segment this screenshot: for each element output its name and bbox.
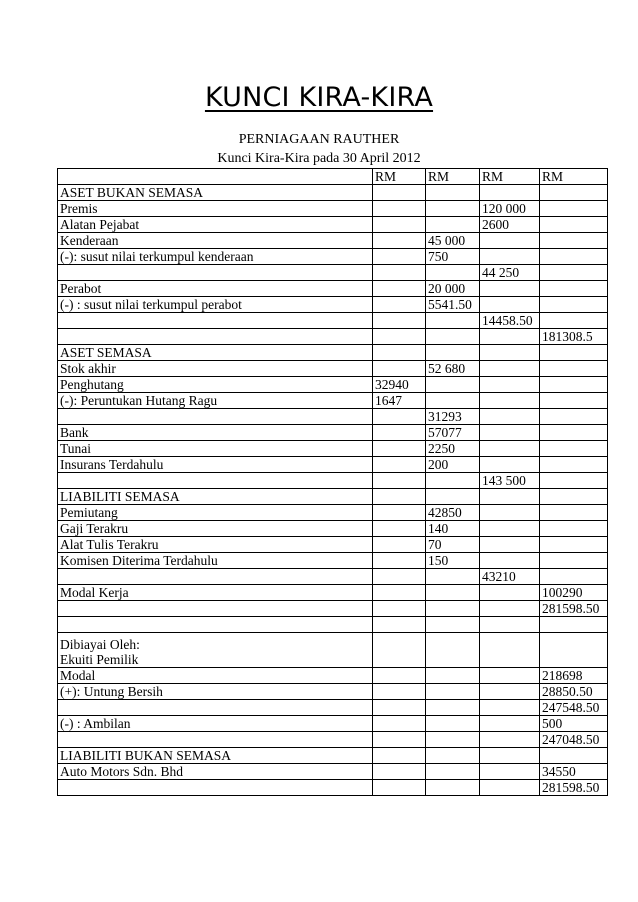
amount-cell [480,297,540,313]
amount-cell: 218698 [540,668,608,684]
amount-cell: 31293 [426,409,480,425]
table-row [58,521,608,537]
amount-cell [373,233,426,249]
amount-cell [426,732,480,748]
table-row [58,569,608,585]
amount-cell [480,377,540,393]
amount-cell [426,377,480,393]
row-label-cell [58,265,373,281]
amount-cell [480,780,540,796]
row-label-cell: Komisen Diterima Terdahulu [58,553,373,569]
table-row [58,633,608,668]
amount-cell: RM [540,169,608,185]
row-label-cell: Auto Motors Sdn. Bhd [58,764,373,780]
amount-cell [480,764,540,780]
table-row [58,585,608,601]
row-label-cell: Alatan Pejabat [58,217,373,233]
table-row [58,329,608,345]
amount-cell [540,393,608,409]
table-header-row [58,169,608,185]
amount-cell: RM [373,169,426,185]
amount-cell [373,329,426,345]
amount-cell [540,345,608,361]
amount-cell: 750 [426,249,480,265]
row-label-cell: Bank [58,425,373,441]
table-row [58,617,608,633]
amount-cell: 181308.5 [540,329,608,345]
amount-cell [540,249,608,265]
row-label-cell: (+): Untung Bersih [58,684,373,700]
amount-cell [426,329,480,345]
amount-cell [480,684,540,700]
amount-cell [373,281,426,297]
amount-cell: 500 [540,716,608,732]
table-row [58,441,608,457]
amount-cell [480,329,540,345]
amount-cell [373,700,426,716]
amount-cell [373,617,426,633]
amount-cell: 200 [426,457,480,473]
table-row [58,700,608,716]
row-label-cell [58,732,373,748]
table-row [58,780,608,796]
row-label-cell [58,473,373,489]
amount-cell [373,457,426,473]
row-label-cell: Modal Kerja [58,585,373,601]
amount-cell [426,217,480,233]
amount-cell [540,361,608,377]
amount-cell [373,265,426,281]
amount-cell [540,457,608,473]
row-label-cell [58,169,373,185]
amount-cell: 20 000 [426,281,480,297]
amount-cell [480,489,540,505]
amount-cell [480,537,540,553]
amount-cell [426,585,480,601]
row-label-cell [58,601,373,617]
amount-cell [540,633,608,668]
amount-cell [426,313,480,329]
amount-cell: 1647 [373,393,426,409]
row-label-cell: ASET BUKAN SEMASA [58,185,373,201]
row-label-cell: Tunai [58,441,373,457]
amount-cell: 43210 [480,569,540,585]
amount-cell [426,201,480,217]
amount-cell [373,425,426,441]
amount-cell [373,313,426,329]
amount-cell [373,489,426,505]
amount-cell: 247548.50 [540,700,608,716]
amount-cell [540,441,608,457]
amount-cell [480,748,540,764]
amount-cell [426,489,480,505]
amount-cell: 100290 [540,585,608,601]
amount-cell [426,569,480,585]
balance-sheet-table [57,168,608,796]
amount-cell: 57077 [426,425,480,441]
amount-cell [373,780,426,796]
table-row [58,249,608,265]
amount-cell [426,716,480,732]
amount-cell [480,457,540,473]
amount-cell [540,297,608,313]
amount-cell [480,617,540,633]
amount-cell [373,201,426,217]
amount-cell [540,489,608,505]
amount-cell [373,633,426,668]
amount-cell [480,441,540,457]
table-row [58,748,608,764]
amount-cell [426,185,480,201]
row-label-cell [58,700,373,716]
row-label-cell: Modal [58,668,373,684]
amount-cell [540,569,608,585]
row-label-cell: Kenderaan [58,233,373,249]
row-label-cell [58,617,373,633]
row-label-cell: Premis [58,201,373,217]
row-label-cell: Stok akhir [58,361,373,377]
amount-cell [540,377,608,393]
document-title: KUNCI KIRA-KIRA [204,82,434,113]
amount-cell: 70 [426,537,480,553]
row-label-cell [58,329,373,345]
row-label-cell: (-): Peruntukan Hutang Ragu [58,393,373,409]
amount-cell [480,668,540,684]
amount-cell [480,281,540,297]
table-row [58,716,608,732]
amount-cell [480,553,540,569]
amount-cell: 143 500 [480,473,540,489]
company-name: PERNIAGAAN RAUTHER [238,132,400,147]
amount-cell: 32940 [373,377,426,393]
amount-cell [480,716,540,732]
amount-cell [480,700,540,716]
amount-cell: 5541.50 [426,297,480,313]
amount-cell [480,249,540,265]
amount-cell: 150 [426,553,480,569]
amount-cell [426,393,480,409]
amount-cell [373,668,426,684]
amount-cell [373,473,426,489]
table-row [58,601,608,617]
amount-cell [426,265,480,281]
amount-cell [373,441,426,457]
amount-cell [426,633,480,668]
amount-cell [480,345,540,361]
row-label-cell: Pemiutang [58,505,373,521]
table-row [58,297,608,313]
amount-cell [480,425,540,441]
row-label-cell: Gaji Terakru [58,521,373,537]
amount-cell [373,585,426,601]
amount-cell [480,505,540,521]
amount-cell [540,201,608,217]
table-row [58,313,608,329]
amount-cell [426,780,480,796]
amount-cell [540,185,608,201]
table-row [58,668,608,684]
amount-cell [373,249,426,265]
amount-cell [540,521,608,537]
row-label-cell [58,780,373,796]
amount-cell: 140 [426,521,480,537]
amount-cell [373,345,426,361]
amount-cell [426,345,480,361]
table-row [58,764,608,780]
amount-cell: 45 000 [426,233,480,249]
amount-cell: 28850.50 [540,684,608,700]
amount-cell [540,537,608,553]
amount-cell [540,425,608,441]
amount-cell [426,668,480,684]
amount-cell [540,281,608,297]
row-label-cell: (-) : susut nilai terkumpul perabot [58,297,373,313]
amount-cell [540,553,608,569]
amount-cell [373,716,426,732]
row-label-cell: Insurans Terdahulu [58,457,373,473]
row-label-cell: LIABILITI BUKAN SEMASA [58,748,373,764]
row-label-cell: Dibiayai Oleh: Ekuiti Pemilik [58,633,373,668]
amount-cell [373,185,426,201]
amount-cell [540,233,608,249]
amount-cell [426,617,480,633]
amount-cell [373,217,426,233]
amount-cell [480,732,540,748]
amount-cell [373,748,426,764]
amount-cell: 44 250 [480,265,540,281]
amount-cell [426,748,480,764]
table-row [58,185,608,201]
amount-cell [480,233,540,249]
amount-cell [426,700,480,716]
amount-cell [373,601,426,617]
amount-cell [373,537,426,553]
table-row [58,265,608,281]
amount-cell [480,521,540,537]
row-label-cell [58,313,373,329]
amount-cell [426,684,480,700]
table-row [58,537,608,553]
table-row [58,505,608,521]
table-row [58,377,608,393]
amount-cell [480,601,540,617]
row-label-cell: Alat Tulis Terakru [58,537,373,553]
amount-cell: 42850 [426,505,480,521]
row-label-cell: Perabot [58,281,373,297]
table-row [58,409,608,425]
amount-cell [540,473,608,489]
table-row [58,425,608,441]
table-row [58,553,608,569]
amount-cell [373,409,426,425]
table-row [58,281,608,297]
row-label-cell [58,409,373,425]
table-row [58,473,608,489]
amount-cell: 52 680 [426,361,480,377]
amount-cell [373,521,426,537]
row-label-cell: ASET SEMASA [58,345,373,361]
amount-cell [373,505,426,521]
amount-cell [480,585,540,601]
amount-cell [373,297,426,313]
amount-cell [373,684,426,700]
balance-sheet-body [58,169,608,796]
statement-date-line: Kunci Kira-Kira pada 30 April 2012 [217,151,421,166]
amount-cell: RM [426,169,480,185]
amount-cell [480,185,540,201]
amount-cell: 2600 [480,217,540,233]
amount-cell [540,265,608,281]
table-row [58,489,608,505]
amount-cell [540,217,608,233]
amount-cell [426,601,480,617]
amount-cell [540,748,608,764]
amount-cell [373,732,426,748]
amount-cell [540,617,608,633]
table-row [58,217,608,233]
amount-cell [426,473,480,489]
amount-cell: 14458.50 [480,313,540,329]
table-row [58,732,608,748]
table-row [58,684,608,700]
amount-cell [480,361,540,377]
amount-cell [373,553,426,569]
amount-cell [426,764,480,780]
amount-cell: 34550 [540,764,608,780]
amount-cell: 281598.50 [540,601,608,617]
amount-cell [540,505,608,521]
amount-cell [373,361,426,377]
row-label-cell: Penghutang [58,377,373,393]
table-row [58,393,608,409]
amount-cell: 247048.50 [540,732,608,748]
table-row [58,233,608,249]
amount-cell [480,409,540,425]
amount-cell: RM [480,169,540,185]
table-row [58,361,608,377]
row-label-cell: (-) : Ambilan [58,716,373,732]
table-row [58,201,608,217]
amount-cell [480,393,540,409]
amount-cell [540,313,608,329]
amount-cell [480,633,540,668]
amount-cell: 2250 [426,441,480,457]
row-label-cell: LIABILITI SEMASA [58,489,373,505]
table-row [58,345,608,361]
row-label-cell [58,569,373,585]
table-row [58,457,608,473]
amount-cell [540,409,608,425]
amount-cell: 120 000 [480,201,540,217]
amount-cell [373,569,426,585]
amount-cell [373,764,426,780]
row-label-cell: (-): susut nilai terkumpul kenderaan [58,249,373,265]
amount-cell: 281598.50 [540,780,608,796]
